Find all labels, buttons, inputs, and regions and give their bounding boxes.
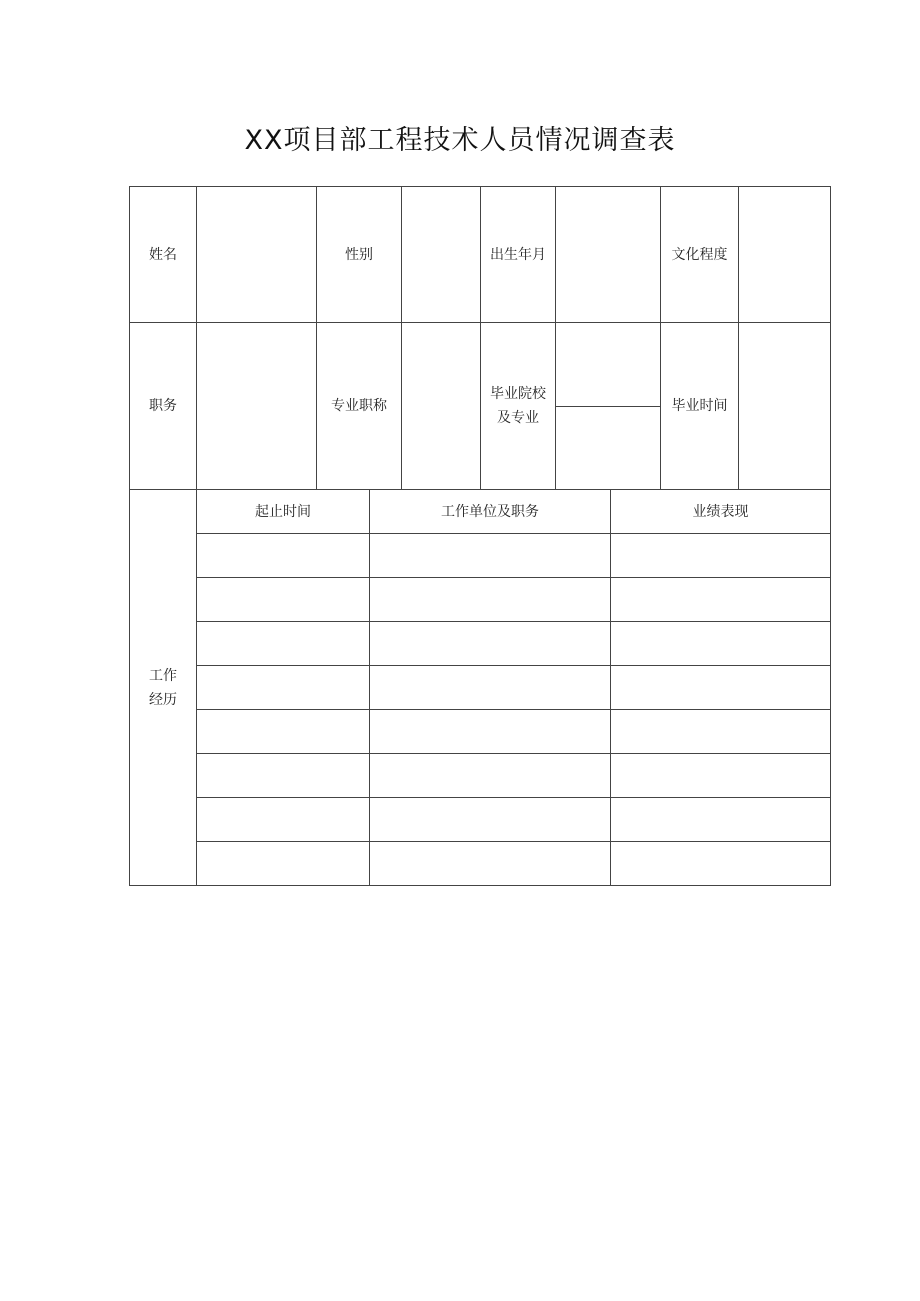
- school-label: [481, 323, 556, 490]
- employer-position-cell[interactable]: [370, 622, 611, 666]
- position-field[interactable]: [197, 323, 317, 490]
- employer-position-header: 工作单位及职务: [370, 490, 611, 534]
- position-label: 职务: [130, 323, 197, 490]
- period-cell[interactable]: [197, 666, 370, 710]
- basic-info-row-2: [130, 323, 831, 490]
- education-label: 文化程度: [661, 187, 739, 323]
- professional-title-label: 专业职称: [317, 323, 402, 490]
- birth-label: 出生年月: [481, 187, 556, 323]
- birth-field[interactable]: [556, 187, 661, 323]
- employer-position-cell[interactable]: [370, 798, 611, 842]
- period-header: 起止时间: [197, 490, 370, 534]
- basic-info-table: [129, 186, 831, 490]
- work-history-label-line1: 工作: [149, 667, 177, 684]
- education-field[interactable]: [739, 187, 831, 323]
- work-history-table: [129, 489, 831, 886]
- performance-cell[interactable]: [611, 842, 831, 886]
- table-row: [130, 666, 831, 710]
- performance-cell[interactable]: [611, 754, 831, 798]
- employer-position-cell[interactable]: [370, 534, 611, 578]
- table-row: [130, 622, 831, 666]
- school-field: [556, 323, 661, 490]
- performance-cell[interactable]: [611, 578, 831, 622]
- graduation-time-label: 毕业时间: [661, 323, 739, 490]
- table-row: [130, 534, 831, 578]
- period-cell[interactable]: [197, 622, 370, 666]
- performance-cell[interactable]: [611, 666, 831, 710]
- table-row: [130, 798, 831, 842]
- period-cell[interactable]: [197, 842, 370, 886]
- gender-field[interactable]: [402, 187, 481, 323]
- school-label-line1: 毕业院校: [490, 386, 546, 402]
- performance-cell[interactable]: [611, 622, 831, 666]
- employer-position-cell[interactable]: [370, 710, 611, 754]
- employer-position-cell[interactable]: [370, 666, 611, 710]
- table-row: [130, 842, 831, 886]
- employer-position-cell[interactable]: [370, 578, 611, 622]
- basic-info-row-1: [130, 187, 831, 323]
- employer-position-cell[interactable]: [370, 754, 611, 798]
- performance-cell[interactable]: [611, 534, 831, 578]
- school-label-line2: 及专业: [497, 410, 539, 426]
- employer-position-cell[interactable]: [370, 842, 611, 886]
- period-cell[interactable]: [197, 754, 370, 798]
- performance-cell[interactable]: [611, 710, 831, 754]
- page-title: XX项目部工程技术人员情况调查表: [244, 125, 676, 156]
- performance-cell[interactable]: [611, 798, 831, 842]
- professional-title-field[interactable]: [402, 323, 481, 490]
- name-field[interactable]: [197, 187, 317, 323]
- table-row: [130, 710, 831, 754]
- period-cell[interactable]: [197, 798, 370, 842]
- graduation-time-field[interactable]: [739, 323, 831, 490]
- period-cell[interactable]: [197, 578, 370, 622]
- major-field[interactable]: [556, 407, 660, 490]
- name-label: 姓名: [130, 187, 197, 323]
- period-cell[interactable]: [197, 710, 370, 754]
- table-row: [130, 578, 831, 622]
- work-history-label-line2: 经历: [149, 691, 177, 708]
- work-history-section-label: [130, 490, 197, 886]
- table-row: [130, 754, 831, 798]
- school-field[interactable]: [556, 323, 660, 407]
- gender-label: 性别: [317, 187, 402, 323]
- period-cell[interactable]: [197, 534, 370, 578]
- performance-header: 业绩表现: [611, 490, 831, 534]
- work-history-header-row: [130, 490, 831, 534]
